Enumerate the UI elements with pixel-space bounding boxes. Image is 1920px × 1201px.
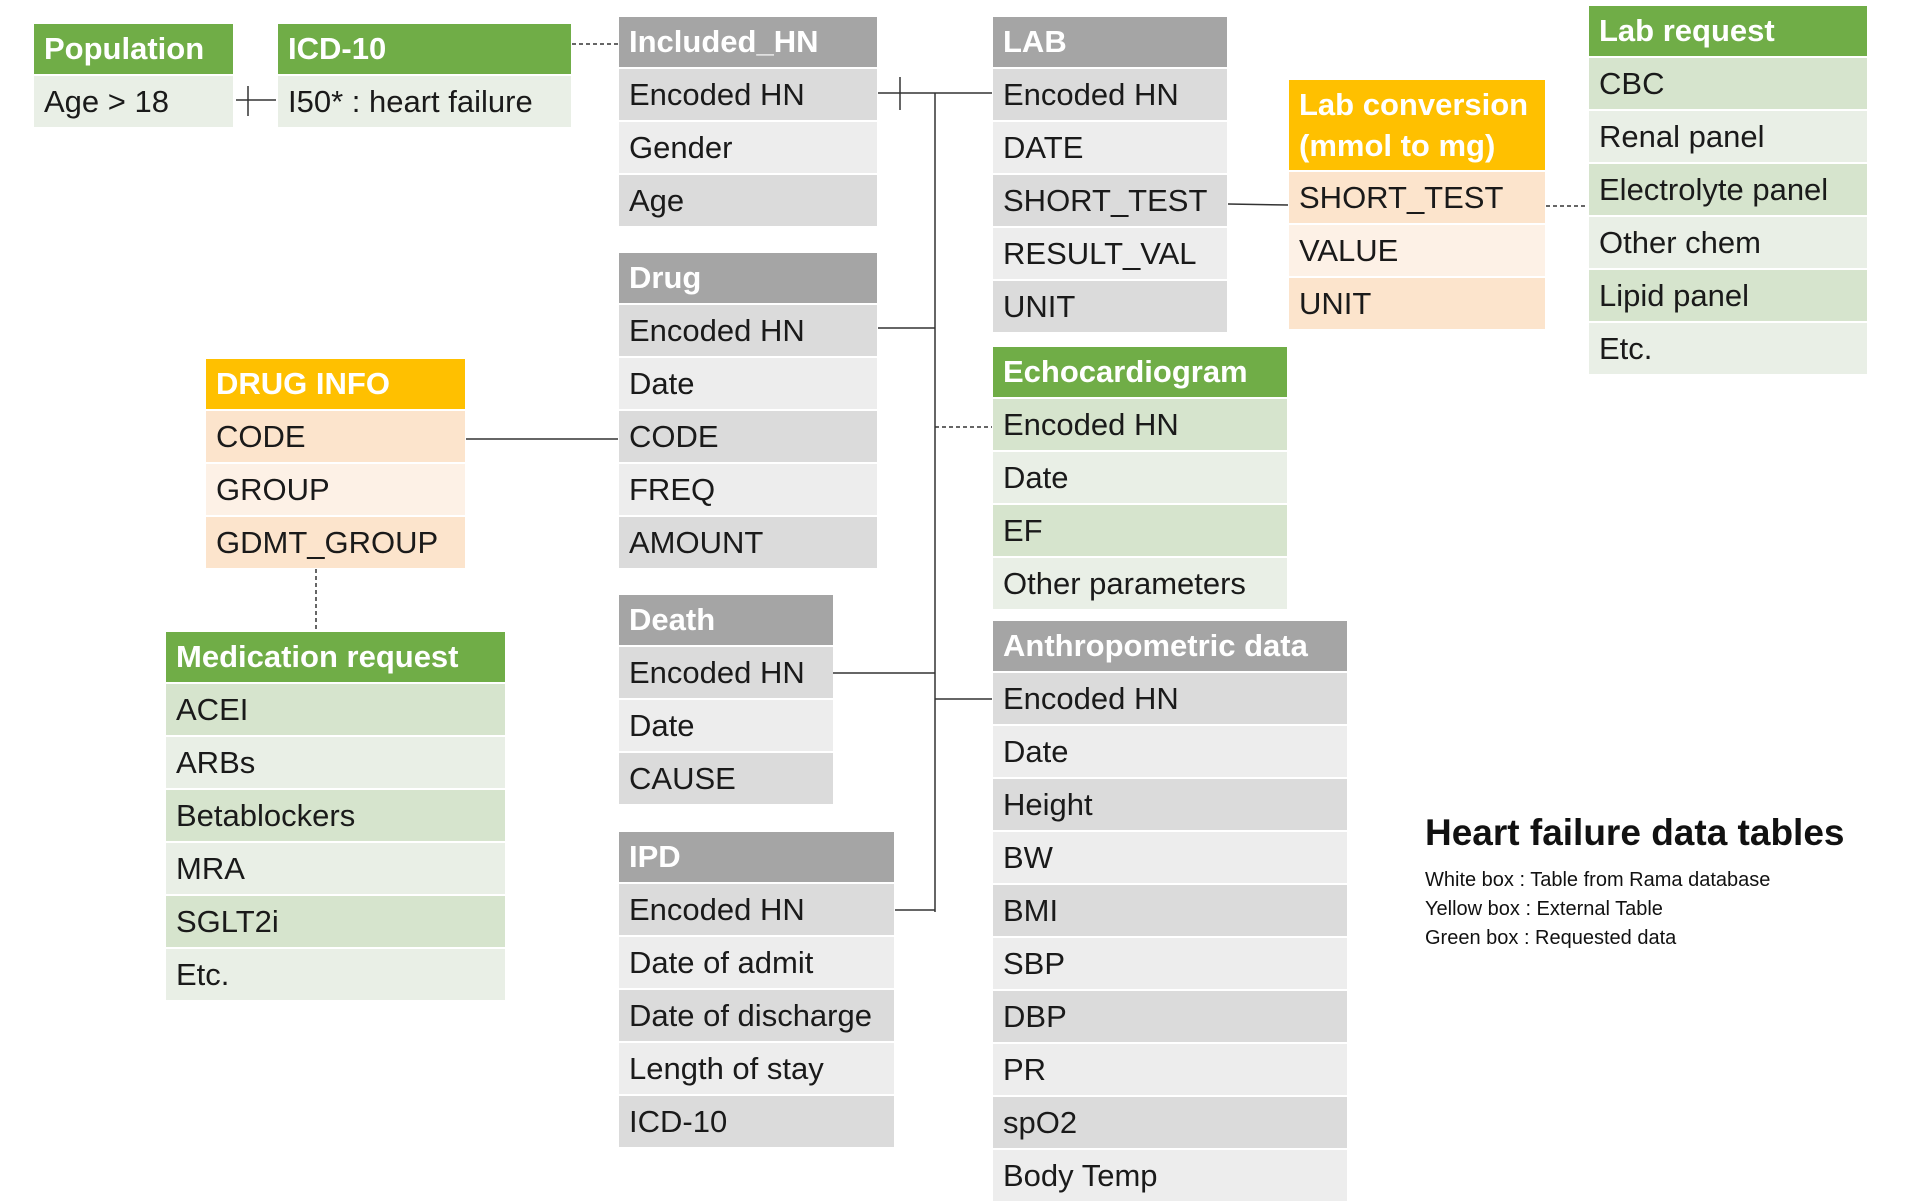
table-row: Gender — [619, 122, 877, 173]
table-row: Date — [619, 358, 877, 409]
table-medication-request — [166, 632, 505, 1000]
table-row: Betablockers — [166, 790, 505, 841]
table-row: GDMT_GROUP — [206, 517, 465, 568]
table-row: Encoded HN — [619, 884, 894, 935]
table-header: ICD-10 — [278, 24, 571, 74]
table-row: Encoded HN — [619, 305, 877, 356]
table-row: UNIT — [993, 281, 1227, 332]
table-row: BMI — [993, 885, 1347, 936]
table-row: Encoded HN — [993, 69, 1227, 120]
table-row: Length of stay — [619, 1043, 894, 1094]
table-row: SGLT2i — [166, 896, 505, 947]
table-row: Etc. — [166, 949, 505, 1000]
table-row: Date — [993, 726, 1347, 777]
table-row: CODE — [206, 411, 465, 462]
table-row: Etc. — [1589, 323, 1867, 374]
table-row: Other parameters — [993, 558, 1287, 609]
table-row: VALUE — [1289, 225, 1545, 276]
table-row: Encoded HN — [993, 673, 1347, 724]
table-header — [1289, 80, 1545, 170]
table-row: RESULT_VAL — [993, 228, 1227, 279]
table-row: Encoded HN — [619, 647, 833, 698]
table-row: Renal panel — [1589, 111, 1867, 162]
table-row: Encoded HN — [993, 399, 1287, 450]
table-lab-conversion — [1289, 80, 1545, 329]
table-row: FREQ — [619, 464, 877, 515]
table-row: DATE — [993, 122, 1227, 173]
table-header: Echocardiogram — [993, 347, 1287, 397]
table-header: Medication request — [166, 632, 505, 682]
legend-white-box: White box : Table from Rama database — [1425, 869, 1771, 891]
table-row: Encoded HN — [619, 69, 877, 120]
table-header: Anthropometric data — [993, 621, 1347, 671]
table-header: Drug — [619, 253, 877, 303]
table-row: CAUSE — [619, 753, 833, 804]
table-included-hn — [619, 17, 877, 226]
table-row: Date — [993, 452, 1287, 503]
table-row: Electrolyte panel — [1589, 164, 1867, 215]
table-header: LAB — [993, 17, 1227, 67]
table-row: DBP — [993, 991, 1347, 1042]
table-row: I50* : heart failure — [278, 76, 571, 127]
table-row: AMOUNT — [619, 517, 877, 568]
table-icd10 — [278, 24, 571, 127]
table-row: Body Temp — [993, 1150, 1347, 1201]
table-row: Lipid panel — [1589, 270, 1867, 321]
table-row: SHORT_TEST — [993, 175, 1227, 226]
table-lab-request — [1589, 6, 1867, 374]
table-header: IPD — [619, 832, 894, 882]
table-row: Age > 18 — [34, 76, 233, 127]
table-header: Death — [619, 595, 833, 645]
table-echocardiogram — [993, 347, 1287, 609]
table-row: Date — [619, 700, 833, 751]
table-row: Date of discharge — [619, 990, 894, 1041]
legend — [1425, 812, 1844, 953]
legend-title: Heart failure data tables — [1425, 812, 1845, 853]
table-lab — [993, 17, 1227, 332]
table-population — [34, 24, 233, 127]
table-row: CODE — [619, 411, 877, 462]
table-row: BW — [993, 832, 1347, 883]
table-drug — [619, 253, 877, 568]
table-anthropometric — [993, 621, 1347, 1201]
table-row: CBC — [1589, 58, 1867, 109]
legend-green-box: Green box : Requested data — [1425, 927, 1677, 949]
table-death — [619, 595, 833, 804]
table-row: ICD-10 — [619, 1096, 894, 1147]
table-row: Other chem — [1589, 217, 1867, 268]
table-row: MRA — [166, 843, 505, 894]
table-row: UNIT — [1289, 278, 1545, 329]
table-row: Height — [993, 779, 1347, 830]
table-header: Population — [34, 24, 233, 74]
table-row: GROUP — [206, 464, 465, 515]
table-row: SBP — [993, 938, 1347, 989]
table-row: ARBs — [166, 737, 505, 788]
table-header-line: Lab conversion — [1299, 87, 1529, 122]
table-header: Lab request — [1589, 6, 1867, 56]
connector-lab-conversion — [1228, 204, 1288, 205]
table-row: ACEI — [166, 684, 505, 735]
table-header-line: (mmol to mg) — [1299, 128, 1496, 163]
table-row: Age — [619, 175, 877, 226]
table-drug-info — [206, 359, 465, 568]
table-row: EF — [993, 505, 1287, 556]
table-row: Date of admit — [619, 937, 894, 988]
table-ipd — [619, 832, 894, 1147]
table-header: DRUG INFO — [206, 359, 465, 409]
table-row: spO2 — [993, 1097, 1347, 1148]
table-row: PR — [993, 1044, 1347, 1095]
table-header: Included_HN — [619, 17, 877, 67]
legend-yellow-box: Yellow box : External Table — [1425, 898, 1663, 920]
table-row: SHORT_TEST — [1289, 172, 1545, 223]
